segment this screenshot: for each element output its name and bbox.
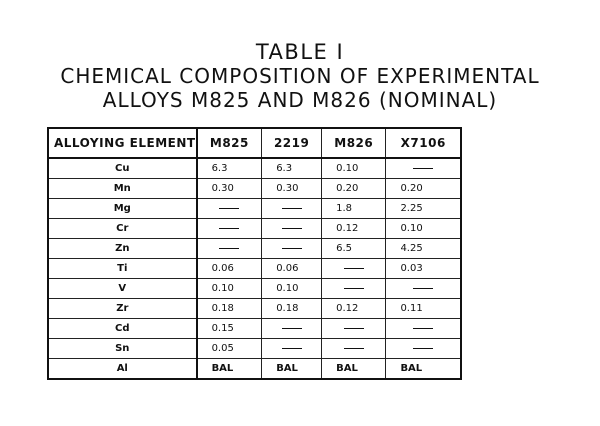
dash-mark (413, 328, 433, 329)
value-cell: 0.18 (197, 299, 262, 319)
value-cell-empty (386, 279, 461, 299)
value-cell: 0.12 (322, 299, 386, 319)
table-caption (0, 40, 600, 112)
dash-mark (413, 348, 433, 349)
dash-mark (413, 168, 433, 169)
element-cell: Ti (48, 259, 197, 279)
dash-mark (219, 248, 239, 249)
value-cell: 0.30 (262, 179, 322, 199)
composition-table (47, 127, 462, 380)
dash-mark (413, 288, 433, 289)
value-cell: 0.20 (322, 179, 386, 199)
value-cell: 0.11 (386, 299, 461, 319)
value-cell-empty (197, 199, 262, 219)
dash-mark (282, 328, 302, 329)
dash-mark (282, 228, 302, 229)
dash-mark (282, 348, 302, 349)
value-cell: 0.10 (197, 279, 262, 299)
element-cell: V (48, 279, 197, 299)
element-cell: Cd (48, 319, 197, 339)
value-cell-empty (322, 279, 386, 299)
table-title-line-2: ALLOYS M825 AND M826 (NOMINAL) (102, 88, 498, 112)
dash-mark (219, 228, 239, 229)
table-row (48, 199, 461, 219)
column-header-2219: 2219 (262, 128, 322, 158)
dash-mark (219, 208, 239, 209)
value-cell-empty (322, 259, 386, 279)
element-cell: Cu (48, 158, 197, 179)
value-cell: BAL (197, 359, 262, 380)
value-cell-empty (386, 158, 461, 179)
value-cell: BAL (262, 359, 322, 380)
value-cell-empty (262, 319, 322, 339)
value-cell-empty (197, 239, 262, 259)
value-cell: 0.03 (386, 259, 461, 279)
value-cell: 0.10 (386, 219, 461, 239)
value-cell-empty (262, 239, 322, 259)
table-row (48, 259, 461, 279)
dash-mark (344, 328, 364, 329)
element-cell: Zn (48, 239, 197, 259)
header-row (48, 128, 461, 158)
dash-mark (282, 208, 302, 209)
table-title-line-1: CHEMICAL COMPOSITION OF EXPERIMENTAL (60, 64, 540, 88)
value-cell-empty (197, 219, 262, 239)
element-cell: Mn (48, 179, 197, 199)
table-row (48, 158, 461, 179)
dash-mark (344, 348, 364, 349)
column-header-element: ALLOYING ELEMENT (48, 128, 197, 158)
table-row (48, 179, 461, 199)
table-row (48, 359, 461, 380)
value-cell: 0.30 (197, 179, 262, 199)
dash-mark (344, 268, 364, 269)
dash-mark (282, 248, 302, 249)
element-cell: Mg (48, 199, 197, 219)
dash-mark (344, 288, 364, 289)
value-cell: 0.10 (262, 279, 322, 299)
table-number: TABLE I (255, 40, 345, 64)
element-cell: Cr (48, 219, 197, 239)
value-cell-empty (262, 199, 322, 219)
value-cell: 6.5 (322, 239, 386, 259)
column-header-x7106: X7106 (386, 128, 461, 158)
table-row (48, 279, 461, 299)
value-cell: 0.05 (197, 339, 262, 359)
value-cell-empty (262, 339, 322, 359)
value-cell: 0.06 (262, 259, 322, 279)
table-body (48, 158, 461, 379)
value-cell: 0.12 (322, 219, 386, 239)
value-cell: 2.25 (386, 199, 461, 219)
table-row (48, 339, 461, 359)
value-cell: BAL (386, 359, 461, 380)
value-cell-empty (322, 319, 386, 339)
value-cell: BAL (322, 359, 386, 380)
value-cell: 0.20 (386, 179, 461, 199)
table-row (48, 299, 461, 319)
value-cell: 6.3 (197, 158, 262, 179)
value-cell: 1.8 (322, 199, 386, 219)
element-cell: Zr (48, 299, 197, 319)
table-row (48, 239, 461, 259)
value-cell: 0.10 (322, 158, 386, 179)
value-cell-empty (322, 339, 386, 359)
value-cell: 6.3 (262, 158, 322, 179)
value-cell: 4.25 (386, 239, 461, 259)
value-cell: 0.06 (197, 259, 262, 279)
value-cell-empty (386, 339, 461, 359)
element-cell: Sn (48, 339, 197, 359)
value-cell: 0.15 (197, 319, 262, 339)
element-cell: Al (48, 359, 197, 380)
table-row (48, 319, 461, 339)
value-cell-empty (262, 219, 322, 239)
value-cell: 0.18 (262, 299, 322, 319)
table-row (48, 219, 461, 239)
value-cell-empty (386, 319, 461, 339)
column-header-m825: M825 (197, 128, 262, 158)
column-header-m826: M826 (322, 128, 386, 158)
